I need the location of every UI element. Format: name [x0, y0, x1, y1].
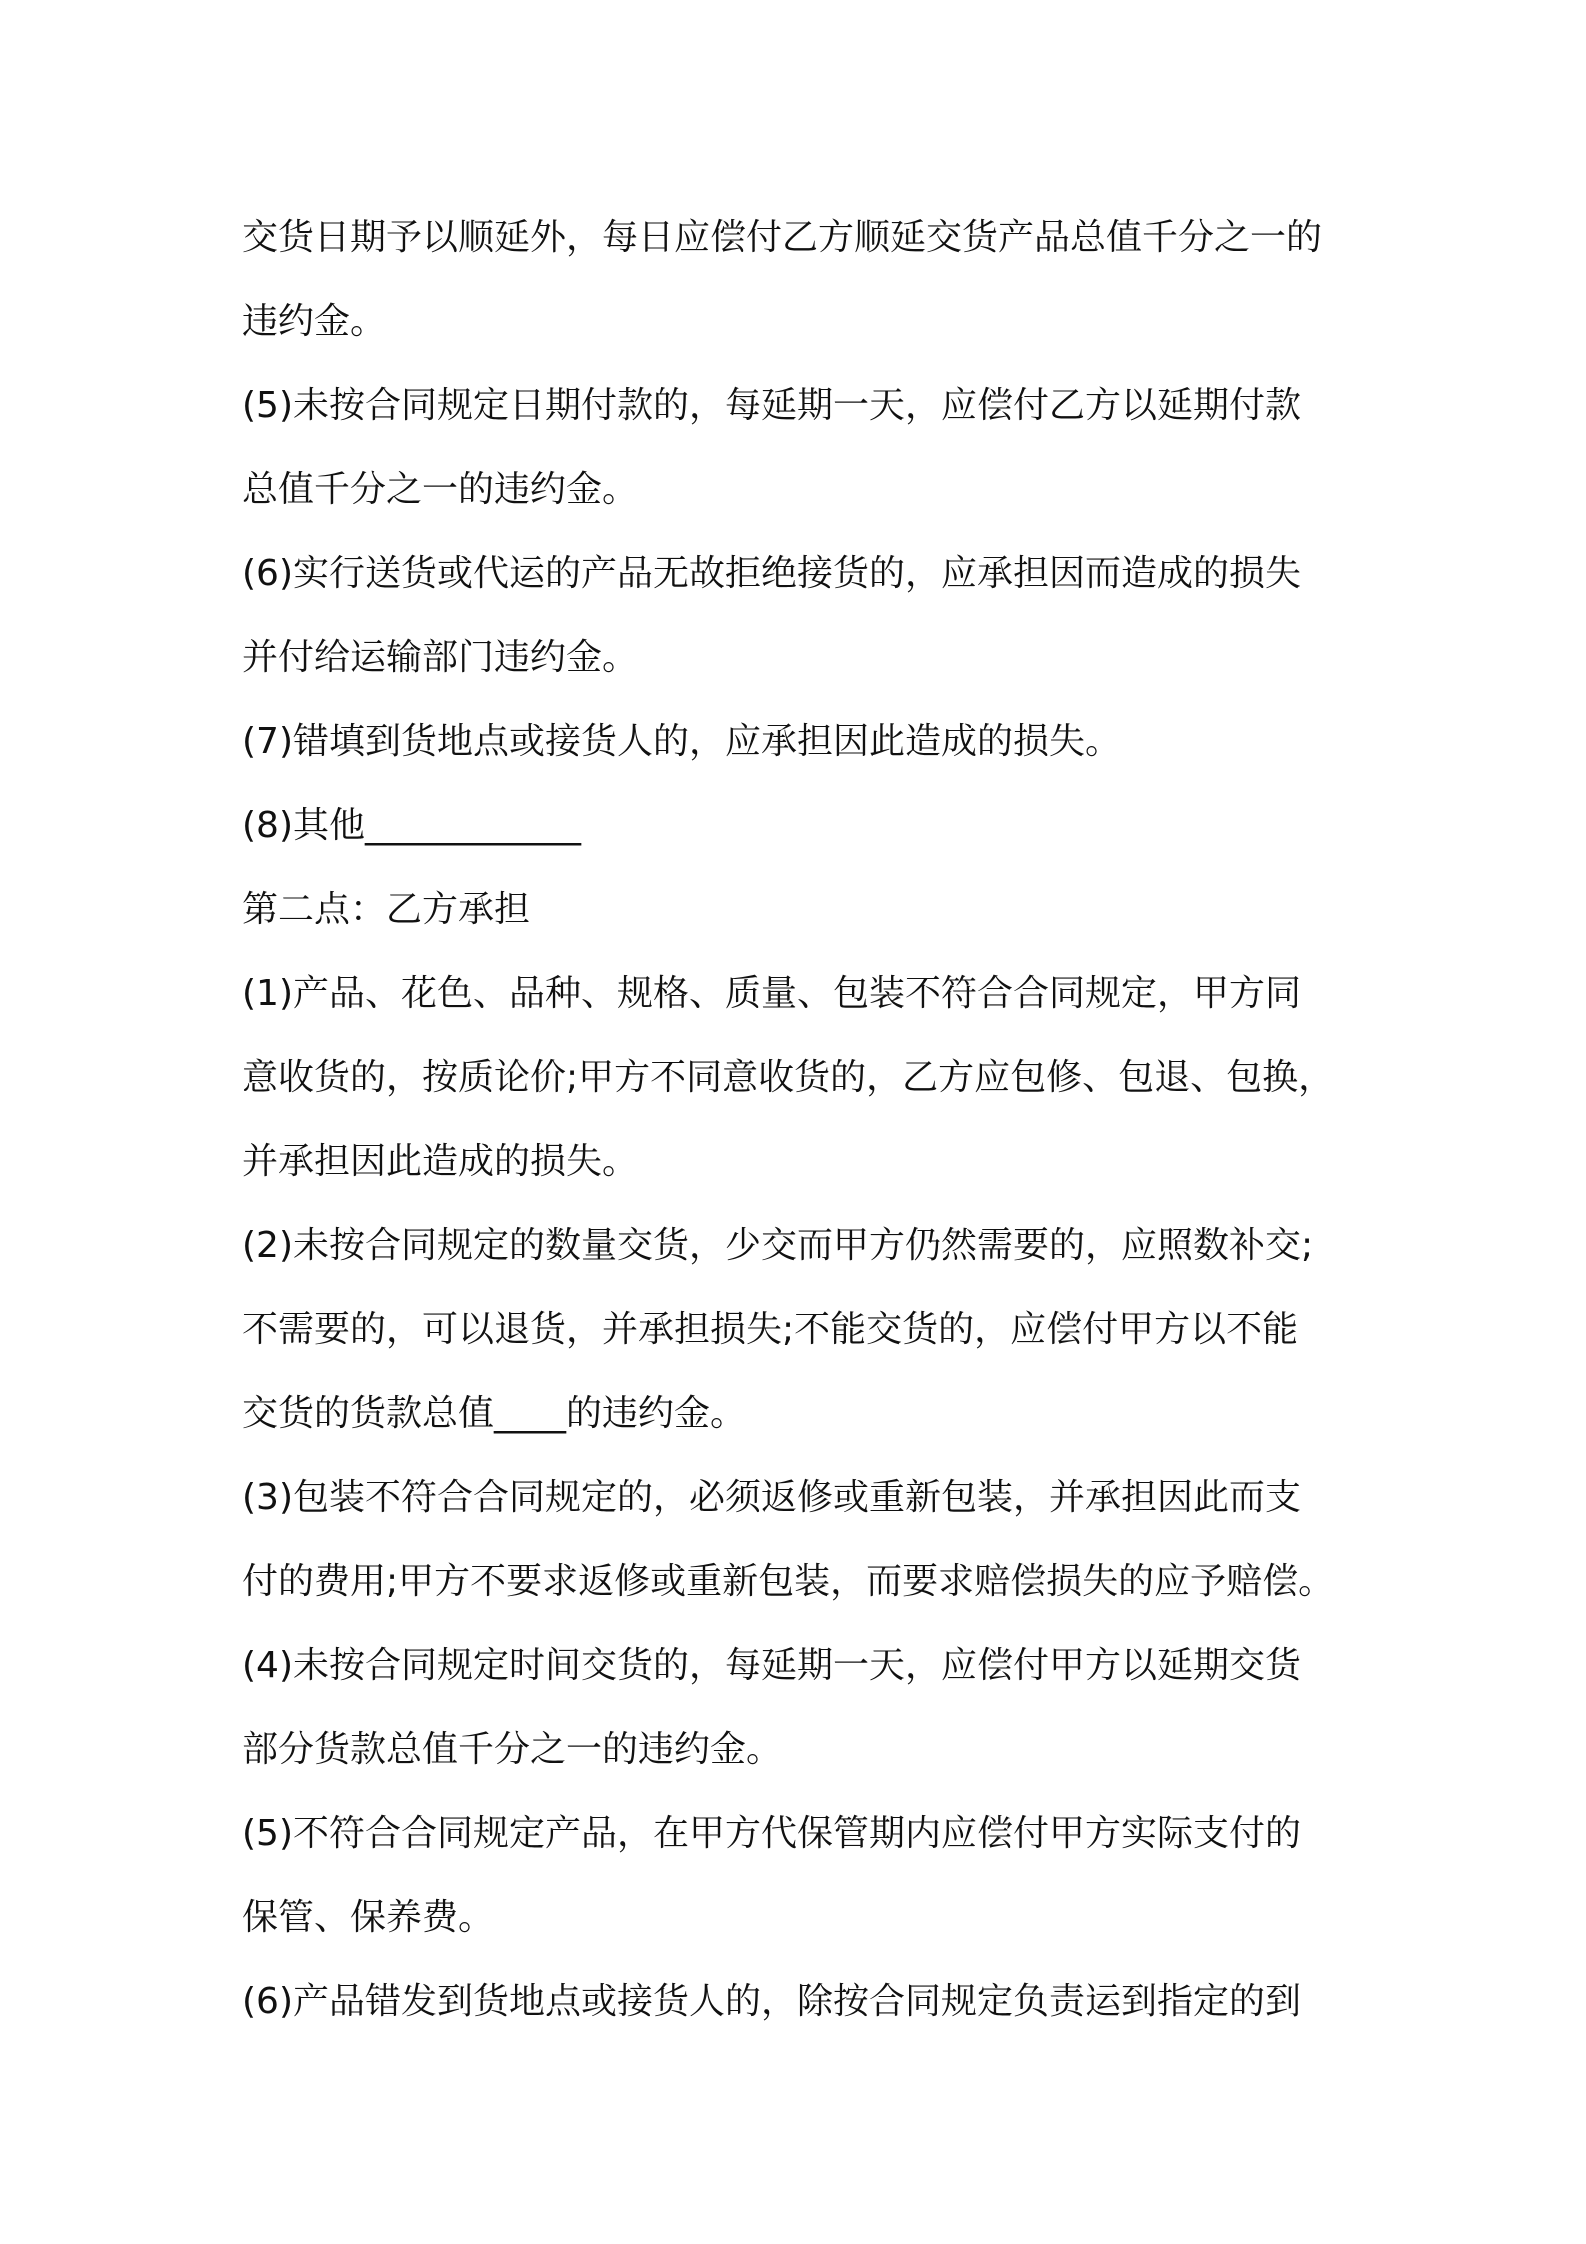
text-line: (5)不符合合同规定产品，在甲方代保管期内应偿付甲方实际支付的	[242, 1813, 1301, 1854]
text-line: 不需要的，可以退货，并承担损失;不能交货的，应偿付甲方以不能	[242, 1309, 1299, 1350]
text-line: 交货日期予以顺延外，每日应偿付乙方顺延交货产品总值千分之一的	[242, 217, 1323, 258]
text-line: 并承担因此造成的损失。	[242, 1141, 639, 1182]
text-line: 付的费用;甲方不要求返修或重新包装，而要求赔偿损失的应予赔偿。	[242, 1561, 1335, 1602]
text-line: (5)未按合同规定日期付款的，每延期一天，应偿付乙方以延期付款	[242, 385, 1301, 426]
text-line: (2)未按合同规定的数量交货，少交而甲方仍然需要的，应照数补交;	[242, 1225, 1314, 1266]
text-line: 违约金。	[242, 301, 387, 342]
text-line: 保管、保养费。	[242, 1897, 495, 1938]
text-line: (1)产品、花色、品种、规格、质量、包装不符合合同规定，甲方同	[242, 973, 1301, 1014]
text-line: (4)未按合同规定时间交货的，每延期一天，应偿付甲方以延期交货	[242, 1645, 1301, 1686]
text-line: (6)实行送货或代运的产品无故拒绝接货的，应承担因而造成的损失	[242, 553, 1301, 594]
text-line: 部分货款总值千分之一的违约金。	[242, 1729, 783, 1770]
text-line: 交货的货款总值____的违约金。	[242, 1393, 747, 1434]
text-line: (8)其他____________	[242, 805, 581, 846]
section-heading: 第二点：乙方承担	[242, 889, 531, 930]
text-line: 意收货的，按质论价;甲方不同意收货的，乙方应包修、包退、包换，	[242, 1057, 1335, 1098]
text-line: 并付给运输部门违约金。	[242, 637, 639, 678]
text-line: (3)包装不符合合同规定的，必须返修或重新包装，并承担因此而支	[242, 1477, 1301, 1518]
text-line: (7)错填到货地点或接货人的，应承担因此造成的损失。	[242, 721, 1121, 762]
text-line: (6)产品错发到货地点或接货人的，除按合同规定负责运到指定的到	[242, 1981, 1301, 2022]
text-line: 总值千分之一的违约金。	[242, 469, 639, 510]
contract-text-body	[242, 196, 1372, 2044]
